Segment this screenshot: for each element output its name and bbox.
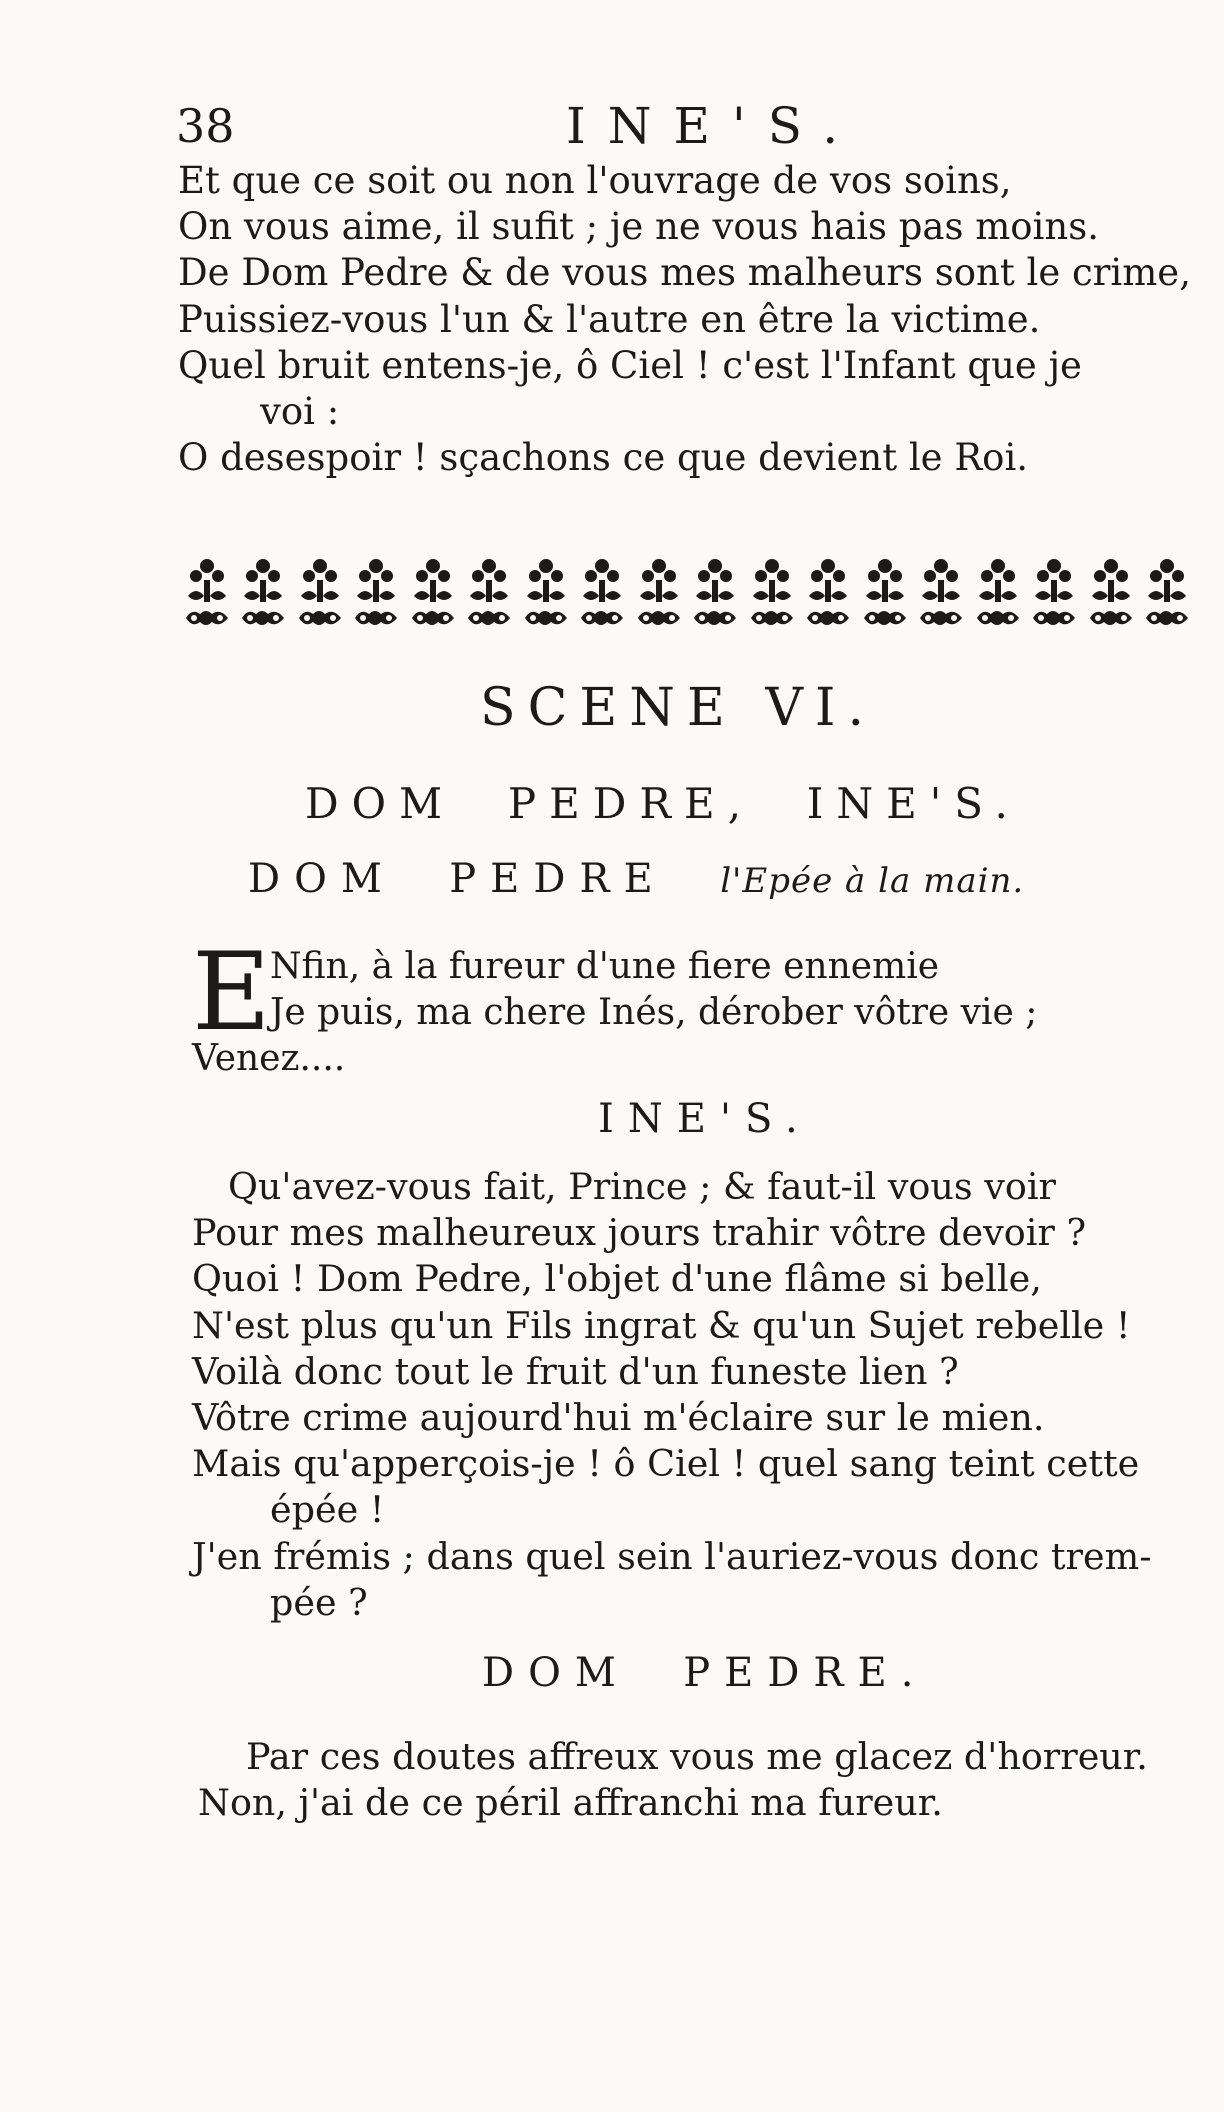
verse-line: Et que ce soit ou non l'ouvrage de vos soins, — [178, 159, 1012, 202]
verse-line: Quel bruit entens-je, ô Ciel ! c'est l'Infant que je — [178, 343, 1082, 387]
fleuron-ornament — [521, 556, 571, 636]
fleuron-ornament — [408, 556, 458, 636]
fleuron-ornament — [916, 556, 966, 636]
speech-line: Venez.... — [192, 1038, 346, 1080]
speech-line: Mais qu'apperçois-je ! ô Ciel ! quel sang teint cette — [192, 1442, 1140, 1486]
speech-line: Qu'avez-vous fait, Prince ; & faut-il vous voir — [228, 1165, 1056, 1208]
fleuron-ornament — [295, 556, 345, 636]
speech-line: Par ces doutes affreux vous me glacez d'horreur. — [246, 1735, 1148, 1778]
scene-characters: DOM PEDRE, INE'S. — [305, 779, 1021, 828]
verse-line: O desespoir ! sçachons ce que devient le Roi. — [178, 436, 1029, 480]
verse-line: On vous aime, il sufit ; je ne vous hais pas moins. — [178, 205, 1099, 249]
speech — [192, 930, 1092, 1083]
ornament-band — [182, 556, 1192, 636]
drop-cap: E — [192, 930, 271, 1055]
speech-line: Non, j'ai de ce péril affranchi ma fureur. — [198, 1781, 943, 1825]
speaker-name: DOM PEDRE — [248, 856, 667, 902]
speech-line: Je puis, ma chere Inés, dérober vôtre vie ; — [270, 992, 1038, 1034]
verse-line-continuation: voi : — [260, 389, 340, 433]
fleuron-ornament — [1029, 556, 1079, 636]
fleuron-ornament — [634, 556, 684, 636]
fleuron-ornament — [351, 556, 401, 636]
speaker-heading: DOM PEDRE. — [482, 1650, 928, 1696]
fleuron-ornament — [1086, 556, 1136, 636]
speech-line: J'en frémis ; dans quel sein l'auriez-vous donc trem- — [192, 1534, 1152, 1578]
fleuron-ornament — [860, 556, 910, 636]
fleuron-ornament — [1142, 556, 1192, 636]
fleuron-ornament — [973, 556, 1023, 636]
speech-line: Quoi ! Dom Pedre, l'objet d'une flâme si belle, — [192, 1257, 1042, 1301]
speech-line: Pour mes malheureux jours trahir vôtre devoir ? — [192, 1211, 1087, 1255]
speech-line: Vôtre crime aujourd'hui m'éclaire sur le mien. — [192, 1395, 1045, 1439]
speech-line-continuation: épée ! — [270, 1488, 385, 1532]
page-number: 38 — [176, 99, 235, 153]
fleuron-ornament — [182, 556, 232, 636]
speech-line: N'est plus qu'un Fils ingrat & qu'un Sujet rebelle ! — [192, 1303, 1131, 1347]
speaker-heading — [248, 852, 1024, 908]
fleuron-ornament — [803, 556, 853, 636]
verse-line: Puissiez-vous l'un & l'autre en être la victime. — [178, 297, 1041, 341]
speech — [198, 1734, 1198, 1826]
verse-line: De Dom Pedre & de vous mes malheurs sont le crime, — [178, 251, 1191, 295]
speech-line: Voilà donc tout le fruit d'un funeste lien ? — [192, 1349, 959, 1393]
top-verse — [178, 158, 1191, 481]
fleuron-ornament — [747, 556, 797, 636]
speaker-heading: INE'S. — [598, 1096, 812, 1142]
speech-line: Nfin, à la fureur d'une fiere ennemie — [270, 946, 940, 987]
speech — [192, 1164, 1192, 1626]
running-title: INE'S. — [566, 97, 861, 155]
fleuron-ornament — [577, 556, 627, 636]
fleuron-ornament — [238, 556, 288, 636]
running-head — [176, 96, 876, 156]
fleuron-ornament — [464, 556, 514, 636]
stage-direction: l'Epée à la main. — [720, 861, 1025, 901]
scene-heading: SCENE VI. — [480, 678, 876, 738]
speech-line-continuation: pée ? — [270, 1580, 368, 1624]
fleuron-ornament — [690, 556, 740, 636]
